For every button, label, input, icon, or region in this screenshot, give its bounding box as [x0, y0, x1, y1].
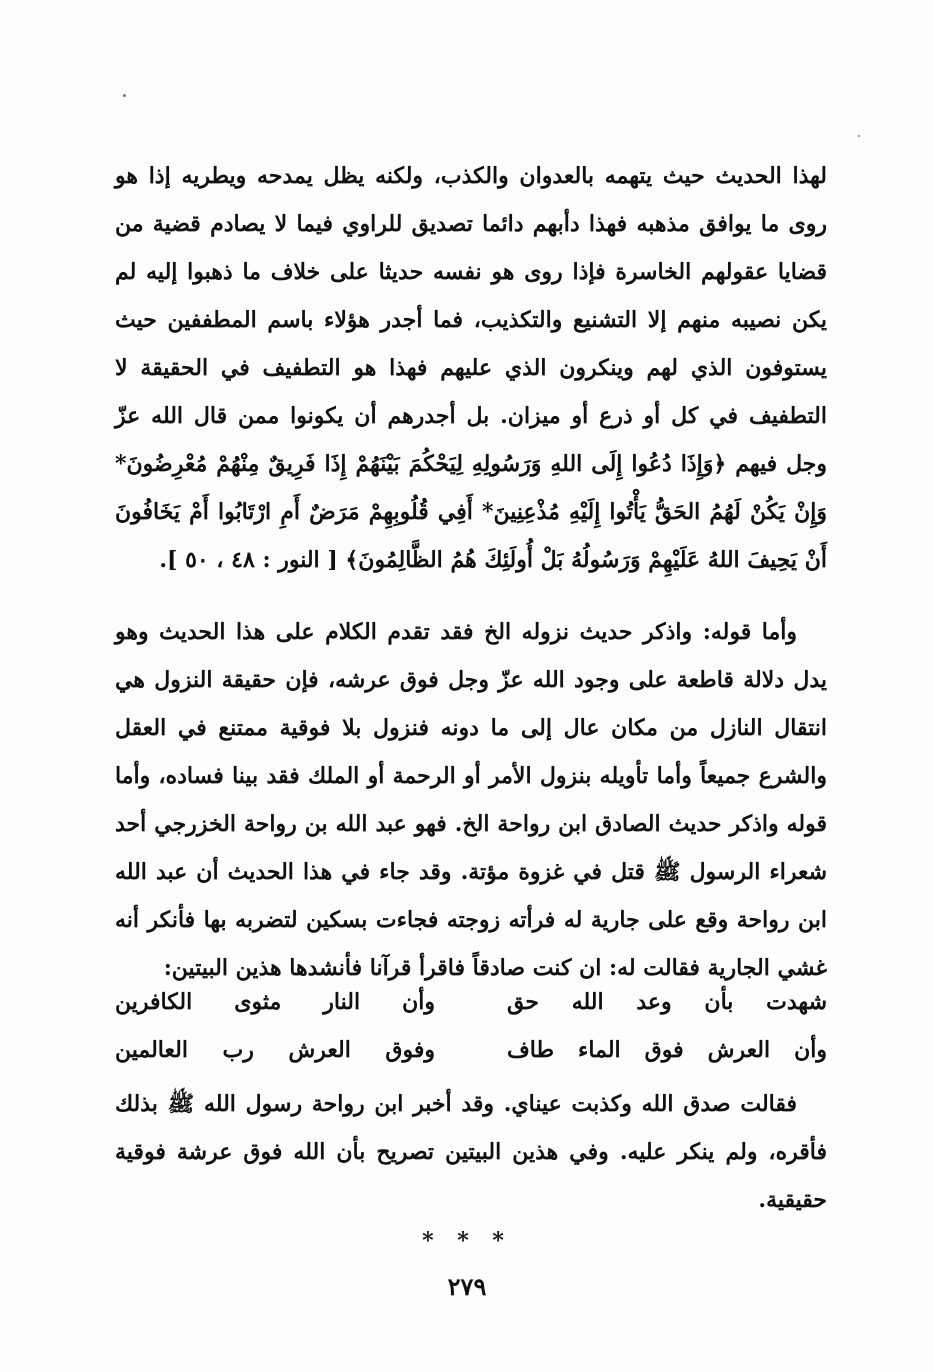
scan-speck	[123, 94, 126, 97]
poem-hemistich-first: شهدت بأن وعد الله حق	[507, 989, 827, 1015]
poem-verse-2	[115, 1026, 827, 1074]
scan-speck	[858, 135, 860, 137]
poem-hemistich-second: وأن النار مثوى الكافرين	[115, 989, 435, 1015]
poem	[115, 978, 827, 1074]
section-separator: * * *	[422, 1228, 512, 1254]
paragraph-1: لهذا الحديث حيث يتهمه بالعدوان والكذب، ولكنه يظل يمدحه ويطريه إذا هو روى ما يوافق مذهبه فهذا دأبهم دائما تصديق للراوي فيما لا يصادم قضية من قضايا عقولهم الخاسرة فإذا روى هو نفسه حديثا على خلاف ما ذهبوا إليه لم يكن نصيبه منهم إلا التشنيع والتكذيب، فما أجدر هؤلاء باسم المطففين حيث يستوفون الذي لهم وينكرون الذي عليهم فهذا هو التطفيف في الحقيقة لا التطفيف في كل أو ذرع أو ميزان. بل أجدرهم أن يكونوا ممن قال الله عزّ وجل فيهم ﴿وَإِذَا دُعُوا إِلَى اللهِ وَرَسُولِهِ لِيَحْكُمَ بَيْنَهُمْ إِذَا فَرِيقٌ مِنْهُمْ مُعْرِضُونَ* وَإِنْ يَكُنْ لَهُمُ الحَقُّ يَأْتُوا إِلَيْهِ مُذْعِنِينَ* أَفِي قُلُوبِهِمْ مَرَضٌ أَمِ ارْتَابُوا أَمْ يَخَافُونَ أَنْ يَحِيفَ اللهُ عَلَيْهِمْ وَرَسُولُهُ بَلْ أُولَئِكَ هُمُ الظَّالِمُونَ﴾ [ النور : ٤٨ ، ٥٠ ].	[115, 163, 827, 573]
page-number: ٢٧٩	[447, 1272, 487, 1301]
poem-hemistich-second: وفوق العرش رب العالمين	[115, 1037, 435, 1063]
poem-verse-1	[115, 978, 827, 1026]
paragraph-3: فقالت صدق الله وكذبت عيناي. وقد أخبر ابن رواحة رسول الله ﷺ بذلك فأقره، ولم ينكر عليه. وفي هذين البيتين تصريح بأن الله فوق عرشة فوقية حقيقية.	[115, 1091, 827, 1213]
paragraph-2: وأما قوله: واذكر حديث نزوله الخ فقد تقدم الكلام على هذا الحديث وهو يدل دلالة قاطعة على وجود الله عزّ وجل فوق عرشه، فإن حقيقة النزول هي انتقال النازل من مكان عال إلى ما دونه فنزول بلا فوقية ممتنع في العقل والشرع جميعاً وأما تأويله بنزول الأمر أو الرحمة أو الملك فقد بينا فساده، وأما قوله واذكر حديث الصادق ابن رواحة الخ. فهو عبد الله بن رواحة الخزرجي أحد شعراء الرسول ﷺ قتل في غزوة مؤتة. وقد جاء في هذا الحديث أن عبد الله ابن رواحة وقع على جارية له فرأته زوجته فجاءت بسكين لتضربه بها فأنكر أنه غشي الجارية فقالت له: ان كنت صادقاً فاقرأ قرآنا فأنشدها هذين البيتين:	[115, 619, 828, 981]
poem-hemistich-first: وأن العرش فوق الماء طاف	[507, 1037, 827, 1063]
